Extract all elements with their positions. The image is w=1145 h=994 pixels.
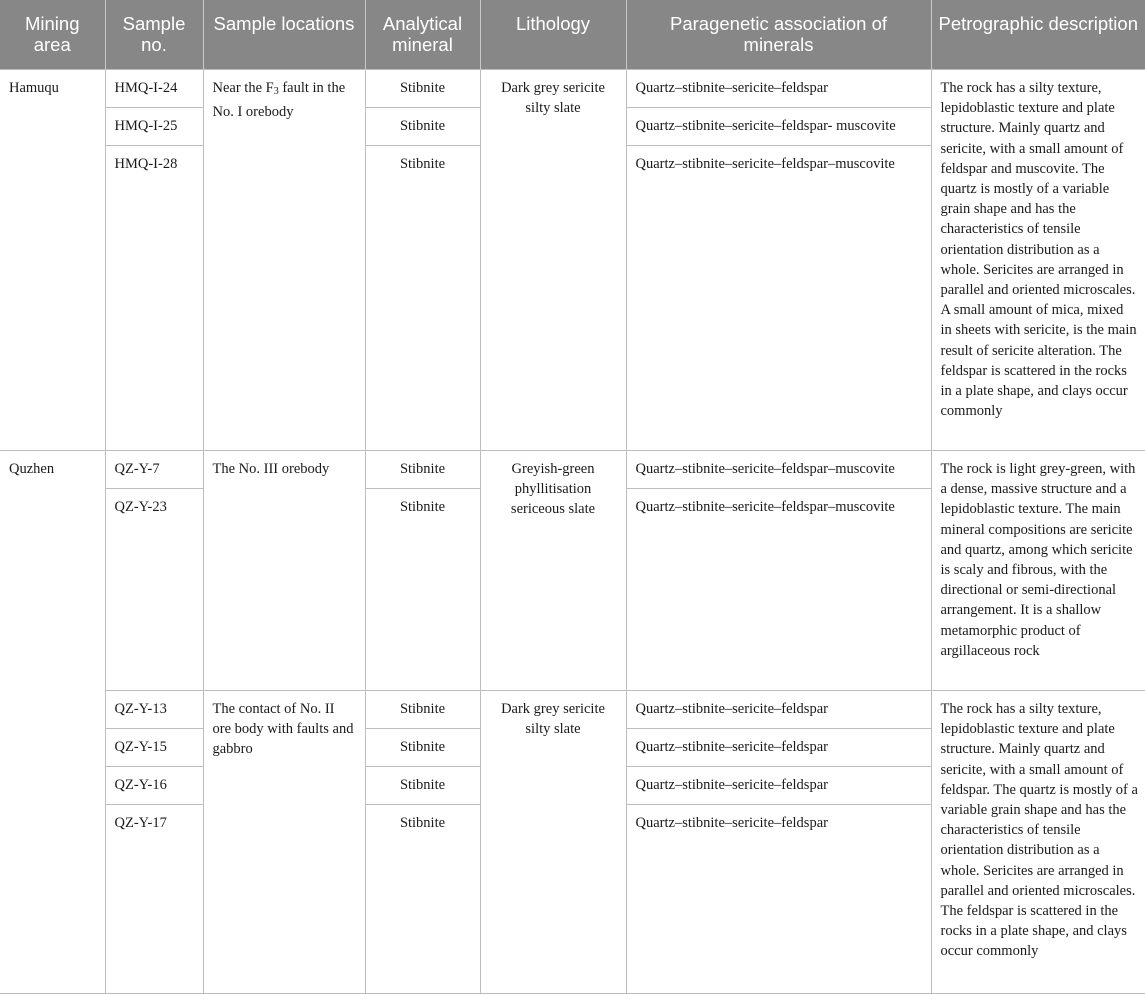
- table-body: [0, 70, 1145, 994]
- association-cell: Quartz–stibnite–sericite–feldspar: [626, 767, 931, 805]
- lithology-cell: Dark grey sericite silty slate: [480, 70, 626, 451]
- sample-no-cell: QZ-Y-23: [105, 489, 203, 691]
- header-mining-area: Mining area: [0, 0, 105, 70]
- mineral-cell: Stibnite: [365, 146, 480, 451]
- mineral-cell: Stibnite: [365, 70, 480, 108]
- mineral-cell: Stibnite: [365, 805, 480, 994]
- association-cell: Quartz–stibnite–sericite–feldspar–muscovite: [626, 489, 931, 691]
- association-cell: Quartz–stibnite–sericite–feldspar: [626, 805, 931, 994]
- sample-location-cell: The contact of No. II ore body with faults and gabbro: [203, 691, 365, 994]
- header-sample-locations: Sample locations: [203, 0, 365, 70]
- header-petrographic: Petrographic description: [931, 0, 1145, 70]
- description-cell: The rock is light grey-green, with a dense, massive structure and a lepidoblastic texture. The main mineral compositions are sericite and quartz, among which sericite is scaly and fibrous, with the directional or semi-directional arrangement. It is a shallow metamorphic product of argillaceous rock: [931, 451, 1145, 691]
- sample-no-cell: QZ-Y-7: [105, 451, 203, 489]
- mineral-cell: Stibnite: [365, 767, 480, 805]
- sample-no-cell: QZ-Y-13: [105, 691, 203, 729]
- lithology-cell: Dark grey sericite silty slate: [480, 691, 626, 994]
- description-cell: The rock has a silty texture, lepidoblastic texture and plate structure. Mainly quartz and sericite, with a small amount of feldspar and muscovite. The quartz is mostly of a variable grain shape and has the characteristics of tensile orientation distribution as a whole. Sericites are arranged in parallel and oriented microscales. A small amount of mica, mixed in sheets with sericite, is the main result of sericite alteration. The feldspar is scattered in the rocks in a plate shape, and clays occur commonly: [931, 70, 1145, 451]
- sample-no-cell: QZ-Y-15: [105, 729, 203, 767]
- lithology-cell: Greyish-green phyllitisation sericeous slate: [480, 451, 626, 691]
- description-cell: The rock has a silty texture, lepidoblastic texture and plate structure. Mainly quartz and sericite, with a small amount of feldspar. The quartz is mostly of a variable grain shape and has the characteristics of tensile orientation distribution as a whole. Sericites are arranged in parallel and oriented microscales. The feldspar is scattered in the rocks in a plate shape, and clays occur commonly: [931, 691, 1145, 994]
- association-cell: Quartz–stibnite–sericite–feldspar: [626, 70, 931, 108]
- sample-no-cell: HMQ-I-24: [105, 70, 203, 108]
- location-text: Near the F: [212, 80, 274, 96]
- mineral-cell: Stibnite: [365, 108, 480, 146]
- header-sample-no: Sample no.: [105, 0, 203, 70]
- association-cell: Quartz–stibnite–sericite–feldspar: [626, 729, 931, 767]
- header-analytical-mineral: Analytical mineral: [365, 0, 480, 70]
- table-row: [0, 691, 1145, 729]
- sample-no-cell: HMQ-I-25: [105, 108, 203, 146]
- location-subscript: 3: [273, 86, 279, 97]
- association-cell: Quartz–stibnite–sericite–feldspar- muscovite: [626, 108, 931, 146]
- table-row: [0, 451, 1145, 489]
- association-cell: Quartz–stibnite–sericite–feldspar: [626, 691, 931, 729]
- header-lithology: Lithology: [480, 0, 626, 70]
- mineral-cell: Stibnite: [365, 729, 480, 767]
- mining-area-cell: Hamuqu: [0, 70, 105, 451]
- mining-area-cell: Quzhen: [0, 451, 105, 994]
- header-paragenetic: Paragenetic association of minerals: [626, 0, 931, 70]
- mineral-cell: Stibnite: [365, 691, 480, 729]
- mineral-cell: Stibnite: [365, 451, 480, 489]
- association-cell: Quartz–stibnite–sericite–feldspar–muscovite: [626, 146, 931, 451]
- association-cell: Quartz–stibnite–sericite–feldspar–muscovite: [626, 451, 931, 489]
- sample-no-cell: QZ-Y-16: [105, 767, 203, 805]
- sample-location-cell: [203, 70, 365, 451]
- mineral-cell: Stibnite: [365, 489, 480, 691]
- location-text-suffix: fault in the No. I orebody: [212, 80, 346, 121]
- table-header: [0, 0, 1145, 70]
- sample-no-cell: HMQ-I-28: [105, 146, 203, 451]
- sample-no-cell: QZ-Y-17: [105, 805, 203, 994]
- sample-location-cell: The No. III orebody: [203, 451, 365, 691]
- table-row: [0, 70, 1145, 108]
